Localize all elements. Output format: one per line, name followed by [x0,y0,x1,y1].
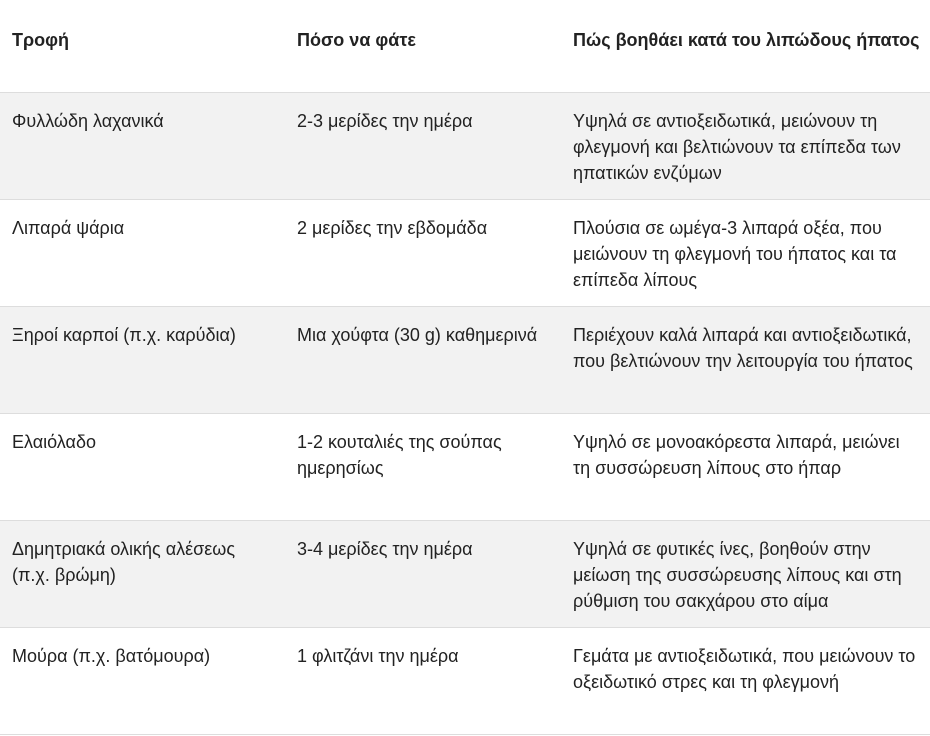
cell-benefit: Υψηλά σε αντιοξειδωτικά, μειώνουν τη φλεγμονή και βελτιώνουν τα επίπεδα των ηπατικών ενζύμων [561,92,930,199]
cell-food: Δημητριακά ολικής αλέσεως (π.χ. βρώμη) [0,520,285,627]
table-row [0,520,930,627]
cell-benefit: Πλούσια σε ωμέγα-3 λιπαρά οξέα, που μειώνουν τη φλεγμονή του ήπατος και τα επίπεδα λίπους [561,199,930,306]
cell-amount: 3-4 μερίδες την ημέρα [285,520,561,627]
cell-food: Ξηροί καρποί (π.χ. καρύδια) [0,306,285,413]
table-row [0,413,930,520]
header-food: Τροφή [0,0,285,92]
header-row [0,0,930,92]
cell-benefit: Γεμάτα με αντιοξειδωτικά, που μειώνουν το οξειδωτικό στρες και τη φλεγμονή [561,627,930,734]
cell-benefit: Περιέχουν καλά λιπαρά και αντιοξειδωτικά, που βελτιώνουν την λειτουργία του ήπατος [561,306,930,413]
cell-food: Φυλλώδη λαχανικά [0,92,285,199]
table-body [0,92,930,734]
cell-amount: 2-3 μερίδες την ημέρα [285,92,561,199]
cell-amount: 2 μερίδες την εβδομάδα [285,199,561,306]
table-row [0,627,930,734]
table-row [0,92,930,199]
cell-food: Ελαιόλαδο [0,413,285,520]
cell-benefit: Υψηλό σε μονοακόρεστα λιπαρά, μειώνει τη συσσώρευση λίπους στο ήπαρ [561,413,930,520]
table-header [0,0,930,92]
cell-benefit: Υψηλά σε φυτικές ίνες, βοηθούν στην μείωση της συσσώρευσης λίπους και στη ρύθμιση του σακχάρου στο αίμα [561,520,930,627]
table-row [0,306,930,413]
header-amount: Πόσο να φάτε [285,0,561,92]
cell-amount: 1-2 κουταλιές της σούπας ημερησίως [285,413,561,520]
cell-amount: 1 φλιτζάνι την ημέρα [285,627,561,734]
cell-food: Μούρα (π.χ. βατόμουρα) [0,627,285,734]
table-row [0,199,930,306]
cell-amount: Μια χούφτα (30 g) καθημερινά [285,306,561,413]
header-benefit: Πώς βοηθάει κατά του λιπώδους ήπατος [561,0,930,92]
cell-food: Λιπαρά ψάρια [0,199,285,306]
